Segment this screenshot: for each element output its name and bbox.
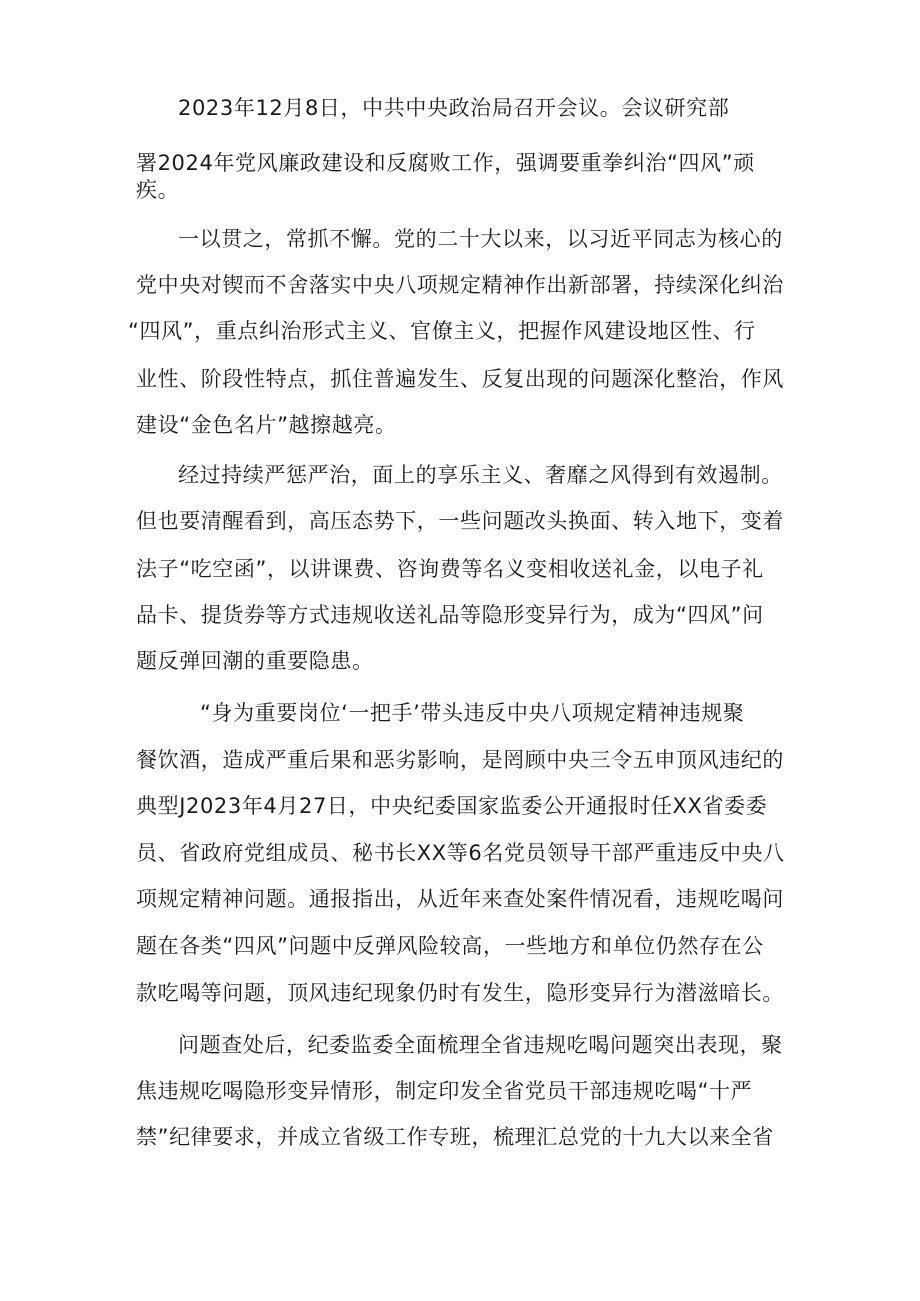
paragraph-2-line-4: 业性、阶段性特点，抓住普遍发生、反复出现的问题深化整治，作风	[136, 367, 784, 391]
paragraph-2-line-5: 建设“金色名片”越擦越亮。	[136, 413, 397, 437]
paragraph-4-line-2: 餐饮酒，造成严重后果和恶劣影响，是罔顾中央三令五申顶风违纪的	[136, 748, 784, 772]
paragraph-4-line-4: 员、省政府党组成员、秘书长XX等6名党员领导干部严重违反中央八	[136, 841, 785, 865]
paragraph-2-line-3: “四风”，重点纠治形式主义、官僚主义，把握作风建设地区性、行	[128, 319, 756, 343]
paragraph-4-line-1: “身为重要岗位‘一把手’带头违反中央八项规定精神违规聚	[200, 701, 745, 725]
paragraph-4-line-7: 款吃喝等问题，顶风违纪现象仍时有发生，隐形变异行为潜滋暗长。	[136, 981, 784, 1005]
paragraph-5-line-1: 问题查处后，纪委监委全面梳理全省违规吃喝问题突出表现，聚	[178, 1033, 783, 1057]
paragraph-3-line-5: 题反弹回潮的重要隐患。	[136, 649, 374, 673]
paragraph-4-line-3: 典型J2023年4月27日，中央纪委国家监委公开通报时任XX省委委	[136, 794, 768, 818]
paragraph-1-line-2: 署2024年党风廉政建设和反腐败工作，强调要重拳纠治“四风”顽	[136, 151, 755, 175]
paragraph-5-line-3: 禁”纪律要求，并成立省级工作专班，梳理汇总党的十九大以来全省	[136, 1125, 774, 1149]
paragraph-2-line-2: 党中央对锲而不舍落实中央八项规定精神作出新部署，持续深化纠治	[136, 273, 784, 297]
paragraph-3-line-3: 法子“吃空函”，以讲课费、咨询费等名义变相收送礼金，以电子礼	[136, 557, 764, 581]
paragraph-4-line-6: 题在各类“四风”问题中反弹风险较高，一些地方和单位仍然存在公	[136, 934, 764, 958]
paragraph-1-line-1: 2023年12月8日，中共中央政治局召开会议。会议研究部	[178, 96, 730, 120]
paragraph-4-line-5: 项规定精神问题。通报指出，从近年来查处案件情况看，违规吃喝问	[136, 887, 784, 911]
paragraph-3-line-4: 品卡、提货券等方式违规收送礼品等隐形变异行为，成为“四风”问	[136, 603, 764, 627]
paragraph-5-line-2: 焦违规吃喝隐形变异情形，制定印发全省党员干部违规吃喝“十严	[136, 1079, 753, 1103]
paragraph-2-line-1: 一以贯之，常抓不懈。党的二十大以来，以习近平同志为核心的	[178, 227, 783, 251]
paragraph-3-line-2: 但也要清醒看到，高压态势下，一些问题改头换面、转入地下，变着	[136, 509, 784, 533]
paragraph-1-line-3: 疾。	[136, 178, 180, 202]
paragraph-3-line-1: 经过持续严惩严治，面上的享乐主义、奢靡之风得到有效遏制。	[178, 463, 783, 487]
